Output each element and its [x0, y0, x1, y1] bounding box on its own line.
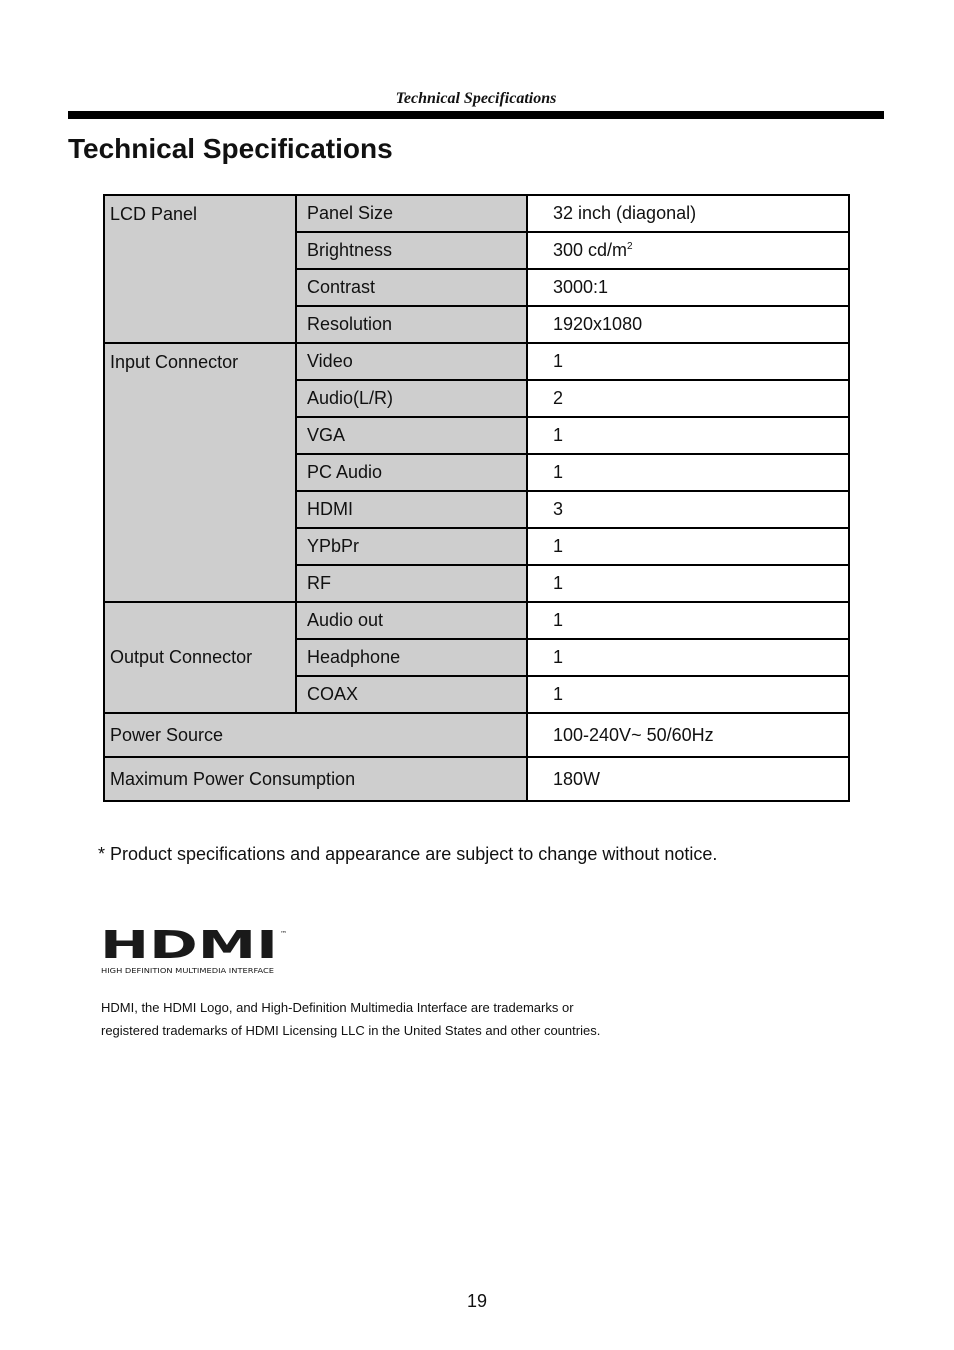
trademark-line: HDMI, the HDMI Logo, and High-Definition Multimedia Interface are trademarks or	[101, 1000, 574, 1015]
hdmi-logo-tm: ™	[280, 930, 287, 938]
spec-item: VGA	[296, 417, 527, 454]
page-number: 19	[466, 1291, 488, 1311]
spec-value: 1	[527, 602, 849, 639]
spec-item: HDMI	[296, 491, 527, 528]
spec-value	[527, 232, 849, 269]
spec-value: 1	[527, 454, 849, 491]
spec-value-text: 300 cd/m	[553, 240, 628, 260]
group-label-output-connector: Output Connector	[104, 602, 296, 713]
spec-item: Contrast	[296, 269, 527, 306]
spec-value: 2	[527, 380, 849, 417]
spec-value: 3	[527, 491, 849, 528]
spec-value: 1	[527, 565, 849, 602]
spec-table	[103, 194, 850, 802]
disclaimer-note: * Product specifications and appearance are subject to change without notice.	[98, 844, 718, 864]
hdmi-logo-wordmark: HDMI	[100, 928, 278, 967]
table-row	[104, 757, 849, 801]
spec-item: YPbPr	[296, 528, 527, 565]
superscript: 2	[627, 241, 633, 252]
table-row	[104, 602, 849, 639]
spec-item: Panel Size	[296, 195, 527, 232]
spec-item: Video	[296, 343, 527, 380]
header-rule	[68, 111, 884, 119]
spec-item: Headphone	[296, 639, 527, 676]
table-row	[104, 713, 849, 757]
spec-item: RF	[296, 565, 527, 602]
spec-value: 1	[527, 417, 849, 454]
spec-item: COAX	[296, 676, 527, 713]
spec-item-power-source: Power Source	[104, 713, 527, 757]
spec-item: Resolution	[296, 306, 527, 343]
group-label-lcd-panel: LCD Panel	[104, 195, 296, 343]
spec-item: PC Audio	[296, 454, 527, 491]
spec-value: 1	[527, 528, 849, 565]
trademark-line: registered trademarks of HDMI Licensing LLC in the United States and other countries.	[101, 1023, 601, 1038]
spec-item: Brightness	[296, 232, 527, 269]
table-row	[104, 343, 849, 380]
spec-value: 1	[527, 639, 849, 676]
spec-value: 3000:1	[527, 269, 849, 306]
hdmi-logo-tagline: HIGH DEFINITION MULTIMEDIA INTERFACE	[101, 967, 274, 975]
spec-value: 180W	[527, 757, 849, 801]
spec-item-max-power: Maximum Power Consumption	[104, 757, 527, 801]
hdmi-logo	[100, 928, 290, 976]
table-row	[104, 195, 849, 232]
spec-item: Audio(L/R)	[296, 380, 527, 417]
page-title: Technical Specifications	[68, 133, 393, 164]
spec-value: 32 inch (diagonal)	[527, 195, 849, 232]
spec-value: 1920x1080	[527, 306, 849, 343]
spec-value: 1	[527, 676, 849, 713]
trademark-notice	[101, 996, 600, 1042]
spec-value: 100-240V~ 50/60Hz	[527, 713, 849, 757]
group-label-input-connector: Input Connector	[104, 343, 296, 602]
spec-value: 1	[527, 343, 849, 380]
spec-item: Audio out	[296, 602, 527, 639]
running-header: Technical Specifications	[395, 90, 557, 107]
